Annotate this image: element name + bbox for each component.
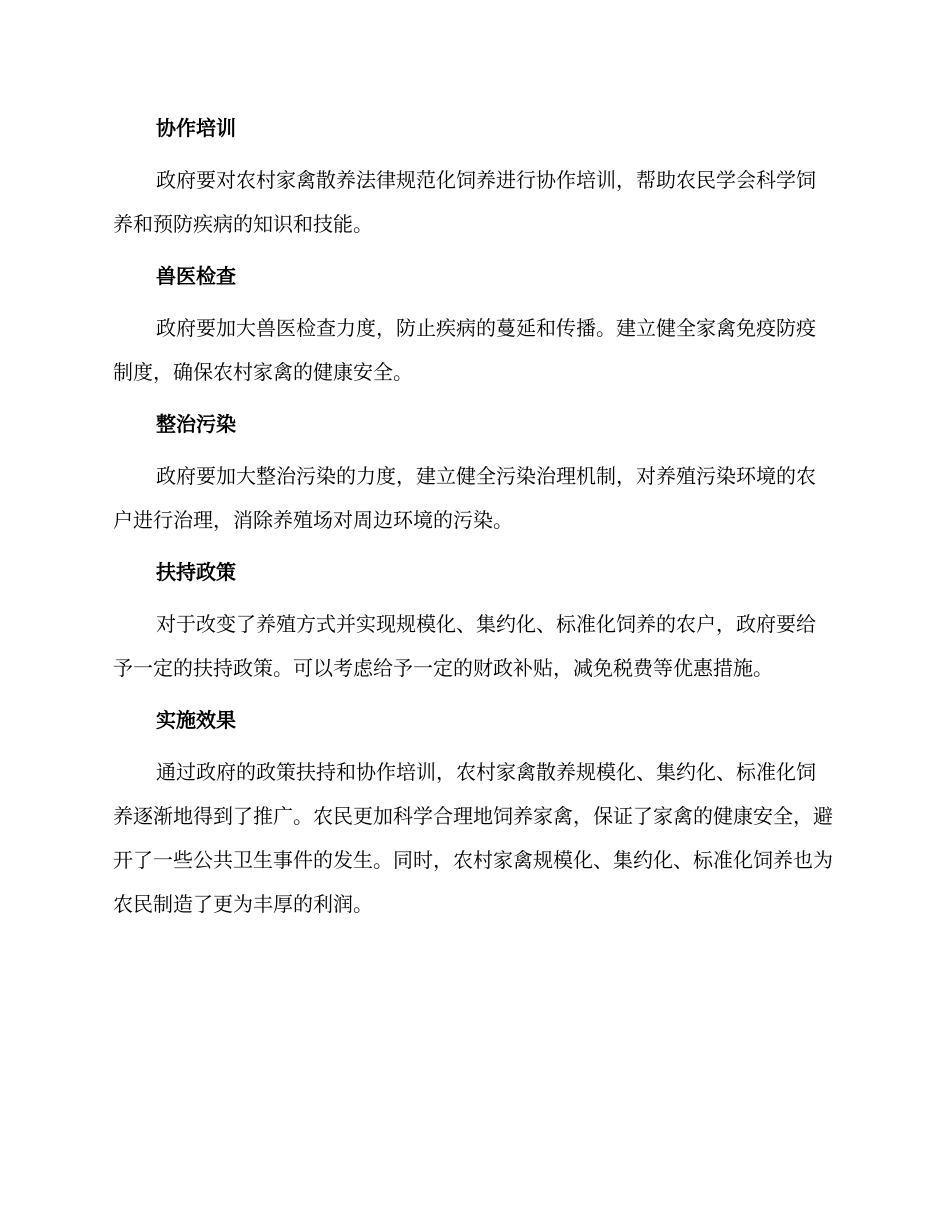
section-heading: 实施效果 xyxy=(156,708,236,732)
paragraph-line: 康安全，避开了一些公共卫生事件的发生。同时，农村家禽规模化、集约 xyxy=(113,804,833,872)
section-training xyxy=(113,112,833,246)
paragraph-line: 学饲养和预防疾病的知识和技能。 xyxy=(113,168,816,236)
section-paragraph xyxy=(113,602,833,690)
section-paragraph xyxy=(113,454,833,542)
section-heading: 兽医检查 xyxy=(156,264,236,288)
section-results xyxy=(113,704,833,926)
document-page xyxy=(113,112,833,940)
paragraph-line: 要给予一定的扶持政策。可以考虑给予一定的财政补贴，减免税费等优惠措 xyxy=(113,612,816,680)
section-paragraph xyxy=(113,750,833,926)
paragraph-line: 化饲养逐渐地得到了推广。农民更加科学合理地饲养家禽，保证了家禽的健 xyxy=(113,760,816,828)
section-paragraph xyxy=(113,306,833,394)
section-vet-inspection xyxy=(113,260,833,394)
paragraph-line: 的农户进行治理，消除养殖场对周边环境的污染。 xyxy=(113,464,816,532)
paragraph-line: 政府要对农村家禽散养法律规范化饲养进行协作培训，帮助农民学会科 xyxy=(156,168,776,192)
paragraph-line: 化、标准化饲养也为农民制造了更为丰厚的利润。 xyxy=(113,848,833,916)
section-heading: 扶持政策 xyxy=(156,560,236,584)
section-pollution xyxy=(113,408,833,542)
paragraph-line: 防疫制度，确保农村家禽的健康安全。 xyxy=(113,316,816,384)
paragraph-line: 政府要加大整治污染的力度，建立健全污染治理机制，对养殖污染环境 xyxy=(156,464,776,488)
section-support-policy xyxy=(113,556,833,690)
section-heading: 协作培训 xyxy=(156,116,236,140)
paragraph-line: 对于改变了养殖方式并实现规模化、集约化、标准化饲养的农户，政府 xyxy=(156,612,776,636)
section-paragraph xyxy=(113,158,833,246)
section-heading: 整治污染 xyxy=(156,412,236,436)
paragraph-line: 政府要加大兽医检查力度，防止疾病的蔓延和传播。建立健全家禽免疫 xyxy=(156,316,776,340)
paragraph-line: 施。 xyxy=(733,656,773,680)
paragraph-line: 通过政府的政策扶持和协作培训，农村家禽散养规模化、集约化、标准 xyxy=(156,760,776,784)
